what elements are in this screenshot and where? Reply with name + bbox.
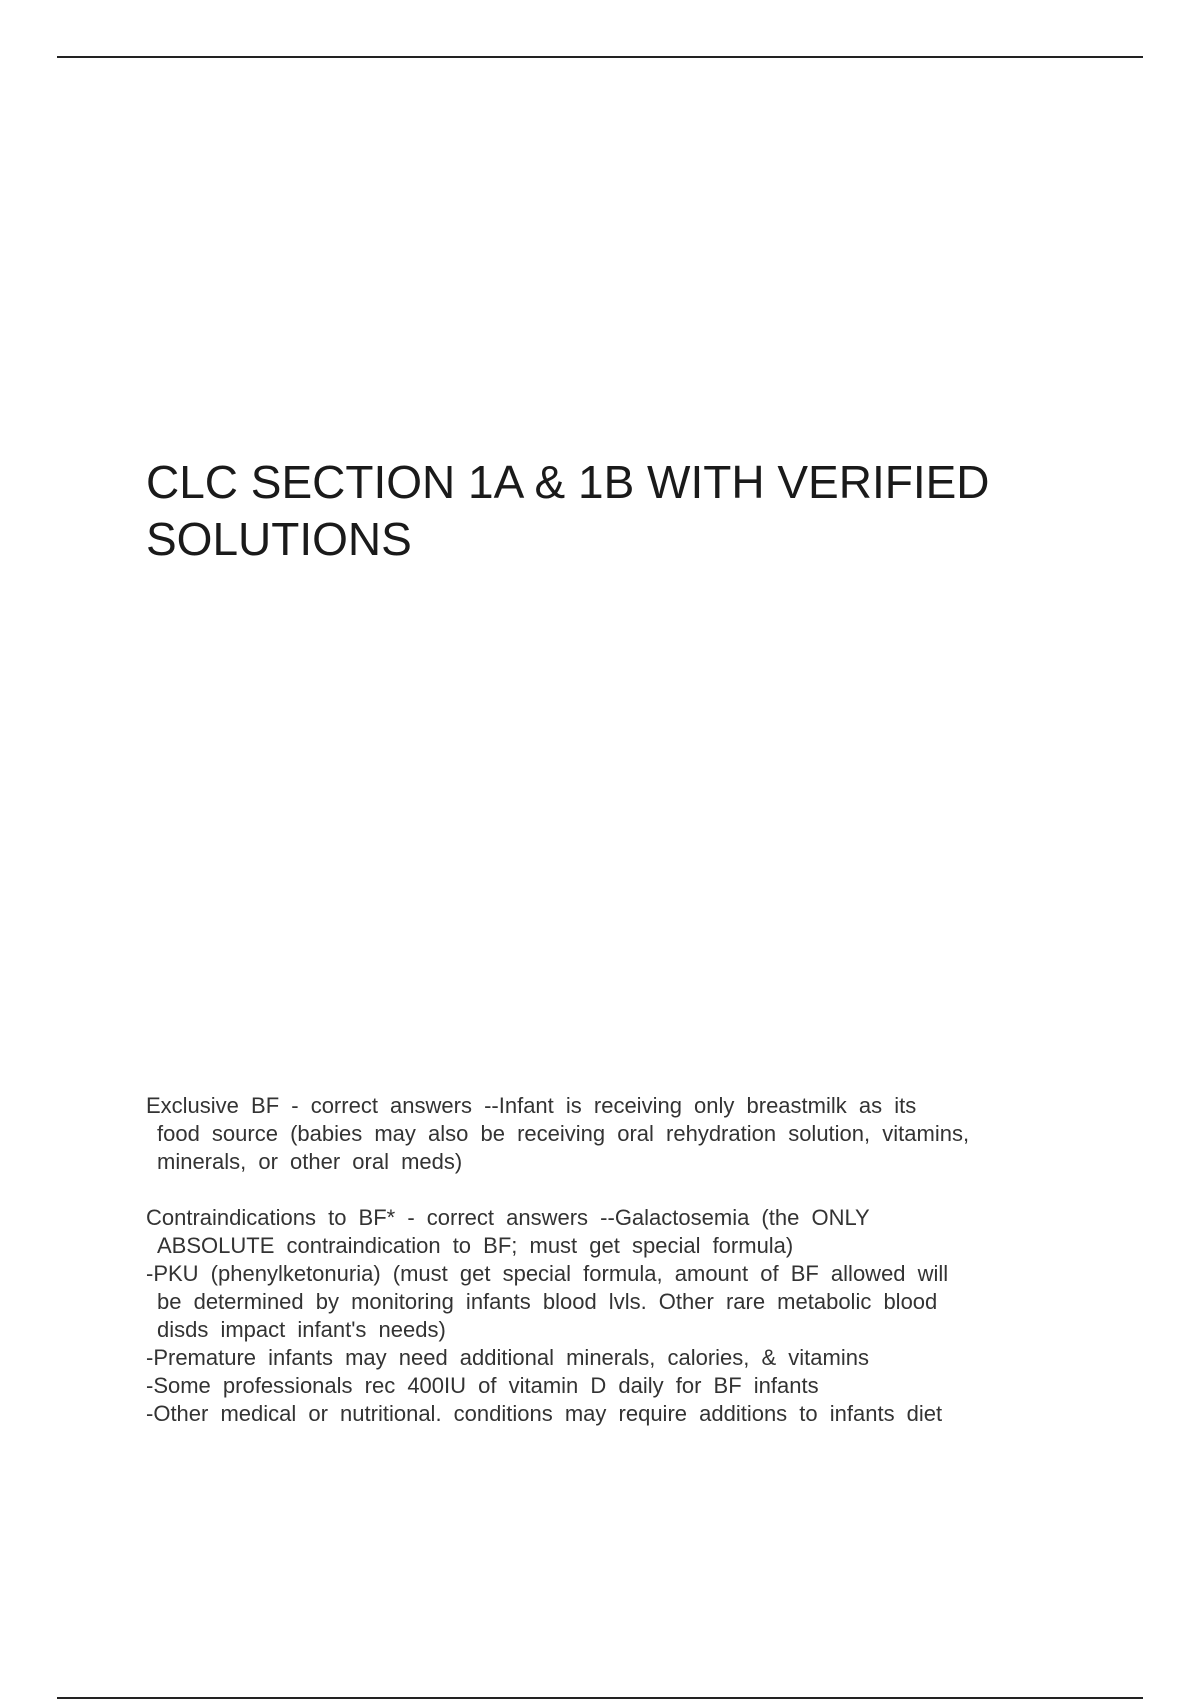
- top-rule: [57, 56, 1143, 58]
- entry-line: be determined by monitoring infants blood lvls. Other rare metabolic blood: [157, 1289, 938, 1314]
- entry-line: disds impact infant's needs): [157, 1317, 446, 1342]
- entry-line: -PKU (phenylketonuria) (must get special formula, amount of BF allowed will: [146, 1261, 949, 1286]
- bottom-rule: [57, 1697, 1143, 1699]
- document-body: [146, 1092, 1090, 1456]
- entry-line: -Some professionals rec 400IU of vitamin D daily for BF infants: [146, 1373, 819, 1398]
- entry-line: minerals, or other oral meds): [157, 1149, 463, 1174]
- entry-line: -Premature infants may need additional minerals, calories, & vitamins: [146, 1345, 869, 1370]
- entry-line: -Other medical or nutritional. conditions may require additions to infants diet: [146, 1401, 943, 1426]
- entry-line: food source (babies may also be receiving oral rehydration solution, vitamins,: [157, 1121, 970, 1146]
- title-line-1: CLC SECTION 1A & 1B WITH VERIFIED: [146, 456, 990, 508]
- title-line-2: SOLUTIONS: [146, 513, 412, 565]
- entry-contraindications: [146, 1204, 1090, 1428]
- entry-line: Exclusive BF - correct answers --Infant is receiving only breastmilk as its: [146, 1093, 917, 1118]
- document-title: [146, 454, 1106, 568]
- entry-line: ABSOLUTE contraindication to BF; must get special formula): [157, 1233, 794, 1258]
- entry-line: Contraindications to BF* - correct answers --Galactosemia (the ONLY: [146, 1205, 870, 1230]
- entry-exclusive-bf: [146, 1092, 1090, 1176]
